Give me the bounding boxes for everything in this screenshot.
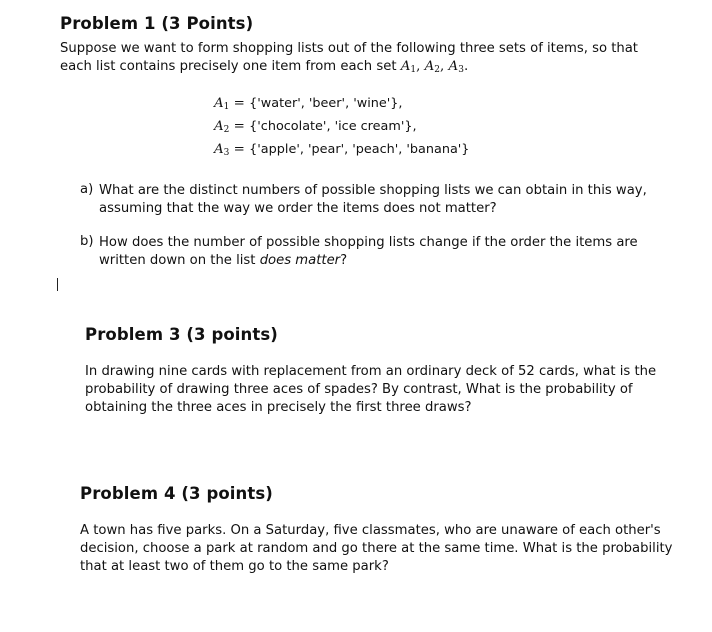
problem-1-title: Problem 1 (3 Points) [60, 14, 254, 33]
problem-3-line-3: obtaining the three aces in precisely the first three draws? [85, 400, 472, 415]
question-b-emphasis: does matter [259, 253, 341, 268]
question-b-line-2-end: ? [340, 253, 348, 268]
problem-4-line-1: A town has five parks. On a Saturday, five classmates, who are unaware of each other's [80, 523, 661, 538]
problem-1-intro-sets: $A_1$, $A_2$, $A_3$. [400, 59, 469, 75]
problem-3-line-2: probability of drawing three aces of spades? By contrast, What is the probability of [85, 382, 633, 397]
question-b-line-1: How does the number of possible shopping lists change if the order the items are [99, 235, 638, 250]
problem-4-title: Problem 4 (3 points) [80, 484, 273, 503]
problem-4-line-3: that at least two of them go to the same park? [80, 559, 389, 574]
problem-3-line-1: In drawing nine cards with replacement from an ordinary deck of 52 cards, what is the [85, 364, 657, 379]
question-b-label: b) [80, 234, 94, 249]
set-a3-content: {'apple', 'pear', 'peach', 'banana'} [249, 142, 470, 157]
question-a-line-1: What are the distinct numbers of possible shopping lists we can obtain in this way, [99, 183, 647, 198]
question-a-line-2: assuming that the way we order the items does not matter? [99, 201, 497, 216]
question-b-line-2 [99, 252, 347, 271]
set-a3: $A_3$ = {'apple', 'pear', 'peach', 'banana'} [214, 142, 470, 158]
problem-1-intro-line-1: Suppose we want to form shopping lists out of the following three sets of items, so that [60, 41, 638, 56]
set-a1-content: {'water', 'beer', 'wine'}, [249, 96, 403, 111]
problem-4-line-2: decision, choose a park at random and go there at the same time. What is the probability [80, 541, 673, 556]
text-cursor [57, 278, 58, 291]
question-b-line-2-start: written down on the list [99, 253, 256, 268]
set-a2-content: {'chocolate', 'ice cream'}, [249, 119, 417, 134]
problem-1-intro-line-2 [60, 58, 468, 77]
problem-3-title: Problem 3 (3 points) [85, 325, 278, 344]
set-a2: $A_2$ = {'chocolate', 'ice cream'}, [214, 119, 417, 135]
set-a1: $A_1$ = {'water', 'beer', 'wine'}, [214, 96, 403, 112]
problem-1-intro-text: each list contains precisely one item from each set [60, 59, 397, 74]
question-a-label: a) [80, 182, 94, 197]
